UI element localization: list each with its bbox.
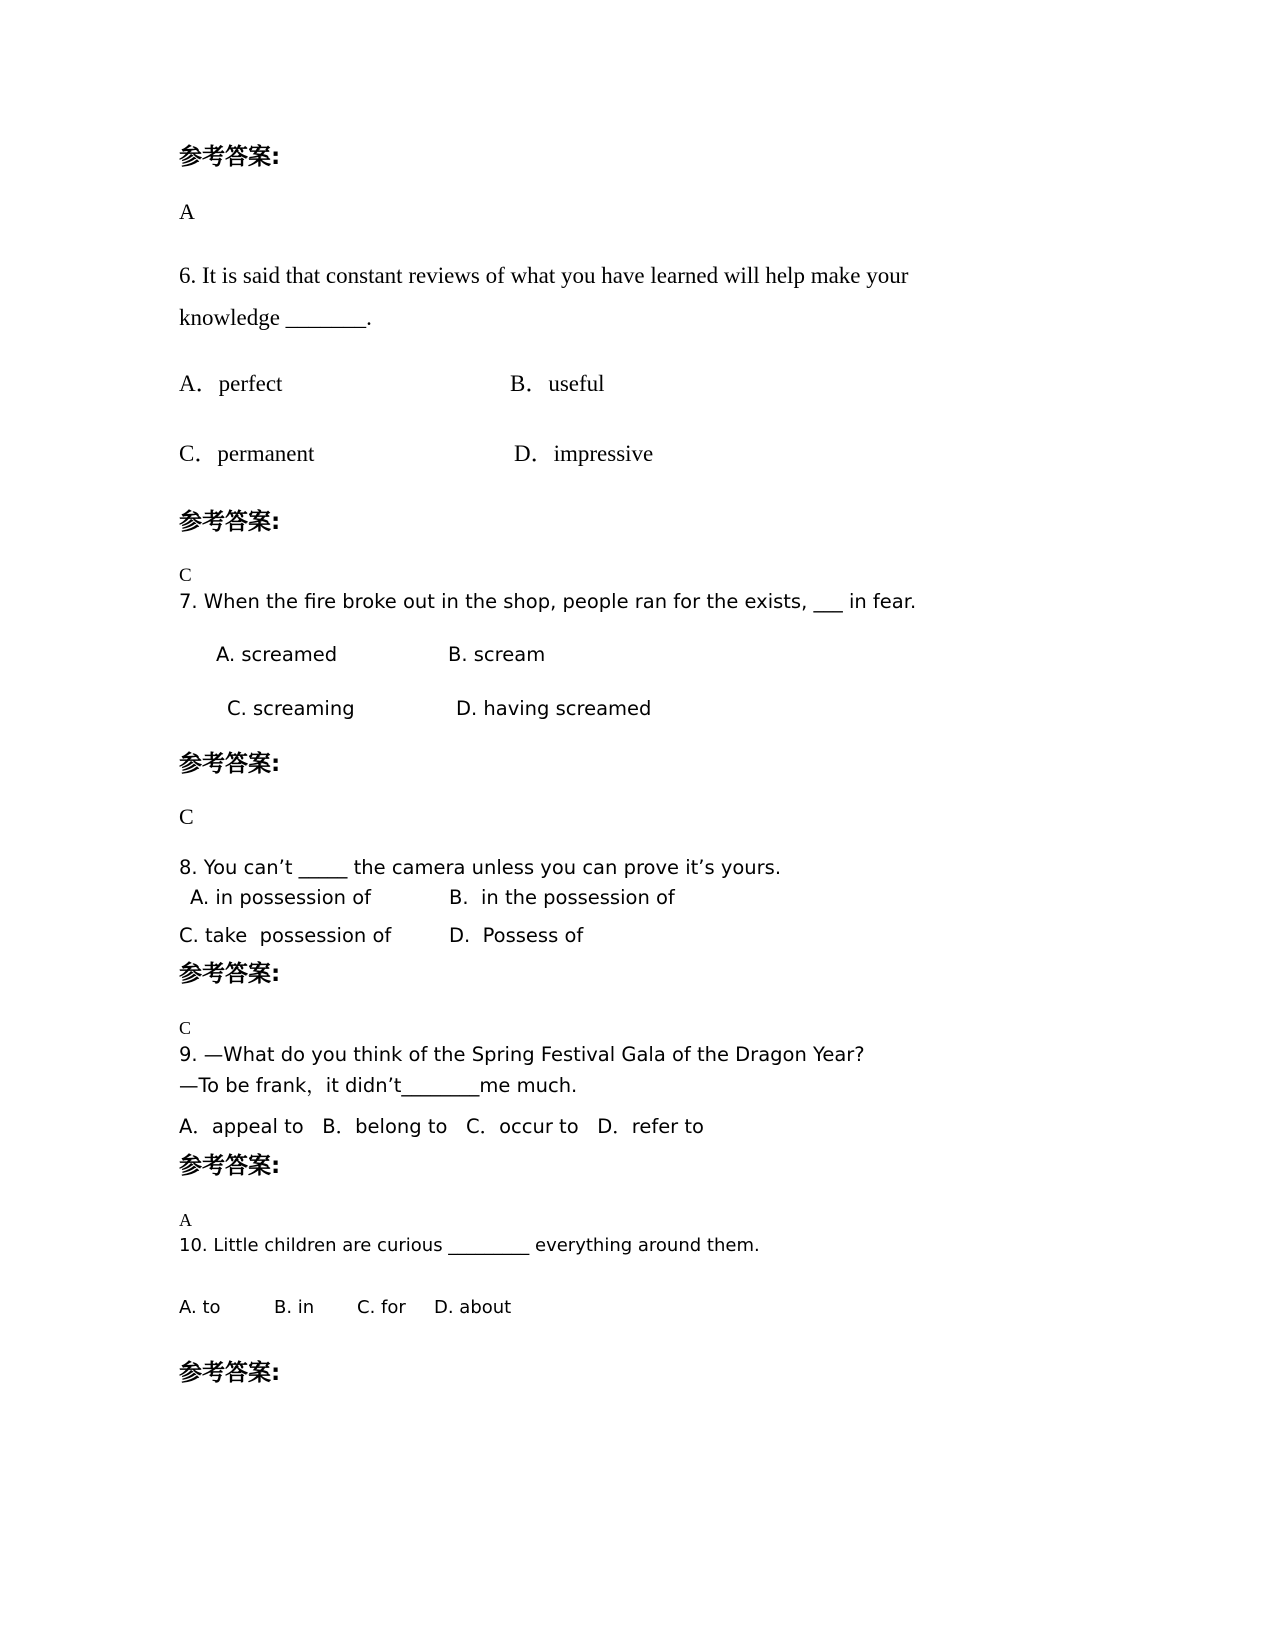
q8-answer-heading: 参考答案: bbox=[179, 961, 281, 987]
q10-option-b: B. in bbox=[274, 1297, 315, 1318]
q6-stem-line1: 6. It is said that constant reviews of what you have learned will help make your bbox=[179, 263, 909, 288]
q6-option-b: B．useful bbox=[510, 371, 605, 396]
q8-option-b: B. in the possession of bbox=[449, 886, 675, 909]
q6-option-d: D．impressive bbox=[514, 441, 654, 466]
q7-answer-value: C bbox=[179, 804, 194, 829]
q7-answer-heading: 参考答案: bbox=[179, 751, 281, 777]
answer-heading: 参考答案: bbox=[179, 144, 281, 170]
q9-stem-line1: 9. —What do you think of the Spring Festival Gala of the Dragon Year? bbox=[179, 1043, 865, 1066]
q6-answer-value: C bbox=[179, 565, 192, 586]
q8-option-c: C. take possession of bbox=[179, 924, 392, 947]
q7-option-a: A. screamed bbox=[216, 643, 338, 666]
q6-answer-heading: 参考答案: bbox=[179, 509, 281, 535]
q10-option-c: C. for bbox=[357, 1297, 406, 1318]
q10-answer-heading: 参考答案: bbox=[179, 1360, 281, 1386]
q7-option-c: C. screaming bbox=[227, 697, 355, 720]
q8-answer-value: C bbox=[179, 1018, 192, 1038]
q9-options: A．appeal to B．belong to C．occur to D．refer to bbox=[179, 1115, 704, 1138]
q8-option-a: A. in possession of bbox=[190, 886, 372, 909]
q8-stem: 8. You can’t _____ the camera unless you can prove it’s yours. bbox=[179, 856, 782, 879]
q6-stem-line2: knowledge _______. bbox=[179, 305, 372, 330]
q6-option-a: A．perfect bbox=[179, 371, 283, 396]
q8-option-d: D. Possess of bbox=[449, 924, 584, 947]
q10-option-d: D. about bbox=[434, 1297, 512, 1318]
q7-stem: 7. When the fire broke out in the shop, people ran for the exists, ___ in fear. bbox=[179, 590, 917, 613]
q10-stem: 10. Little children are curious _________ everything around them. bbox=[179, 1235, 760, 1256]
q7-option-b: B. scream bbox=[448, 643, 546, 666]
q9-answer-heading: 参考答案: bbox=[179, 1153, 281, 1179]
q10-option-a: A. to bbox=[179, 1297, 221, 1318]
q7-option-d: D. having screamed bbox=[456, 697, 652, 720]
q6-option-c: C．permanent bbox=[179, 441, 315, 466]
q9-stem-line2: —To be frank，it didn’t________me much. bbox=[179, 1074, 578, 1097]
answer-value: A bbox=[179, 199, 195, 224]
q9-answer-value: A bbox=[179, 1210, 192, 1230]
